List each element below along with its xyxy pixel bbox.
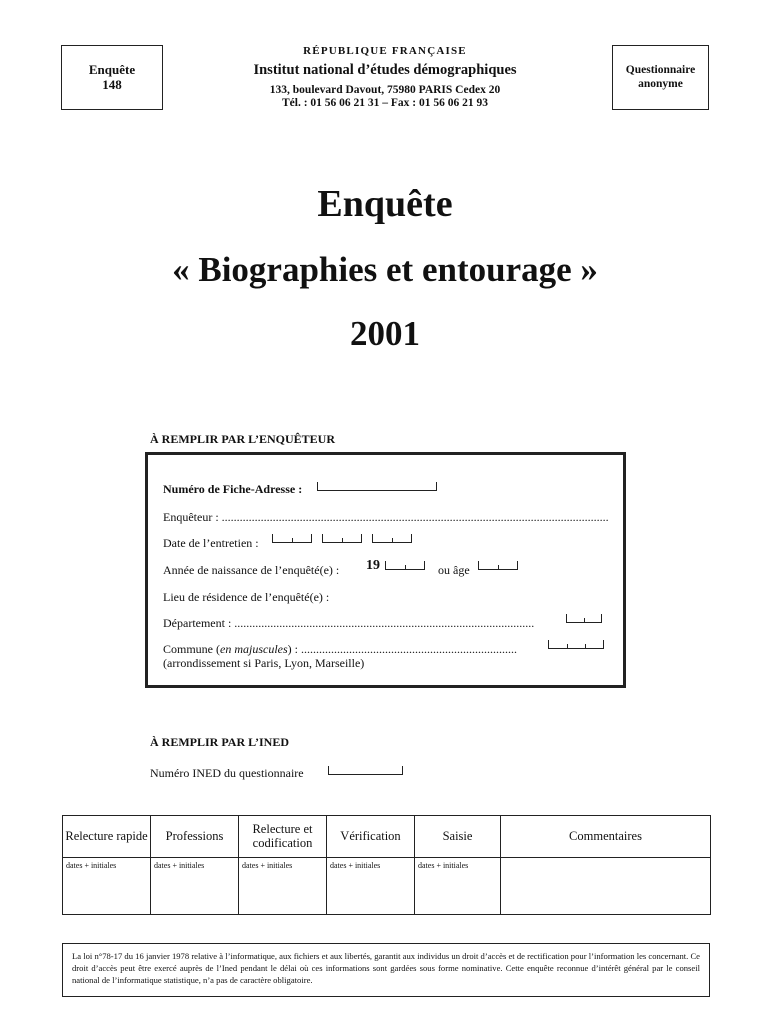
ined-numero-field[interactable] (328, 766, 403, 775)
age-field[interactable] (478, 561, 518, 570)
institute-phone: Tél. : 01 56 06 21 31 – Fax : 01 56 06 21 93 (281, 97, 489, 109)
annee-field[interactable] (385, 561, 425, 570)
survey-number-box (61, 45, 163, 110)
annee-prefix: 19 (366, 558, 380, 573)
tracking-table (62, 815, 710, 915)
title-year: 2001 (350, 314, 420, 353)
republic-label: RÉPUBLIQUE FRANÇAISE (303, 45, 467, 57)
annee-label: Année de naissance de l’enquêté(e) : (163, 563, 340, 577)
departement-line: Département : .................................................................................................... (163, 616, 535, 630)
institution-header (200, 45, 570, 109)
survey-label: Enquête (88, 61, 136, 77)
header-commentaires: Commentaires (501, 816, 711, 858)
cell-relecture-codification[interactable]: dates + initiales (239, 858, 327, 915)
commune-field[interactable] (548, 640, 604, 649)
header-relecture-rapide: Relecture rapide (63, 816, 151, 858)
title-line-1: Enquête (317, 183, 453, 225)
date-label: Date de l’entretien : (163, 536, 259, 550)
anonymous-label-2: anonyme (638, 77, 683, 90)
institute-address: 133, boulevard Davout, 75980 PARIS Cedex 20 (269, 84, 501, 96)
header-professions: Professions (151, 816, 239, 858)
commune-line (163, 642, 517, 657)
commune-label-prefix: Commune ( (163, 642, 220, 656)
anonymous-box (612, 45, 709, 110)
date-day-field[interactable] (272, 534, 312, 543)
cell-saisie[interactable]: dates + initiales (415, 858, 501, 915)
commune-label-suffix: ) : ........................................................................ (287, 642, 517, 656)
lieu-label: Lieu de résidence de l’enquêté(e) : (163, 590, 330, 604)
fiche-adresse-field[interactable] (317, 482, 437, 491)
ined-heading: À REMPLIR PAR L’INED (150, 735, 290, 749)
legal-notice-text: La loi n°78-17 du 16 janvier 1978 relative à l’informatique, aux fichiers et aux libertés, garantit aux individus un droit d’accès et de rectification pour l’information les concernant. Ce droit d’accès peut être exercé auprès de l’Ined pendant le délai où ces informations sont gardées sous forme nominative. Cette enquête reconnue d’intérêt général par le conseil national de l’informatique statistique, n’a pas de caractère obligatoire. (72, 951, 700, 985)
departement-field[interactable] (566, 614, 602, 623)
header-saisie: Saisie (415, 816, 501, 858)
commune-note: (arrondissement si Paris, Lyon, Marseille) (163, 656, 365, 670)
header-verification: Vérification (327, 816, 415, 858)
document-title (0, 180, 770, 358)
age-label: ou âge (438, 563, 470, 577)
date-month-field[interactable] (322, 534, 362, 543)
cell-commentaires[interactable] (501, 858, 711, 915)
date-year-field[interactable] (372, 534, 412, 543)
ined-numero-label: Numéro INED du questionnaire (150, 766, 304, 780)
anonymous-label-1: Questionnaire (625, 64, 696, 77)
cell-verification[interactable]: dates + initiales (327, 858, 415, 915)
enqueteur-line[interactable]: Enquêteur : ................................................................................................................................. (163, 510, 609, 524)
legal-notice-box (62, 943, 710, 997)
survey-number: 148 (102, 76, 122, 92)
institute-name: Institut national d’études démographiques (253, 62, 517, 78)
enqueteur-heading: À REMPLIR PAR L’ENQUÊTEUR (150, 432, 336, 446)
cell-relecture-rapide[interactable]: dates + initiales (63, 858, 151, 915)
cell-professions[interactable]: dates + initiales (151, 858, 239, 915)
fiche-adresse-label: Numéro de Fiche-Adresse : (163, 482, 303, 496)
commune-label-italic: en majuscules (220, 642, 288, 656)
title-line-2: « Biographies et entourage » (172, 250, 598, 289)
header-relecture-codification: Relecture et codification (239, 816, 327, 858)
